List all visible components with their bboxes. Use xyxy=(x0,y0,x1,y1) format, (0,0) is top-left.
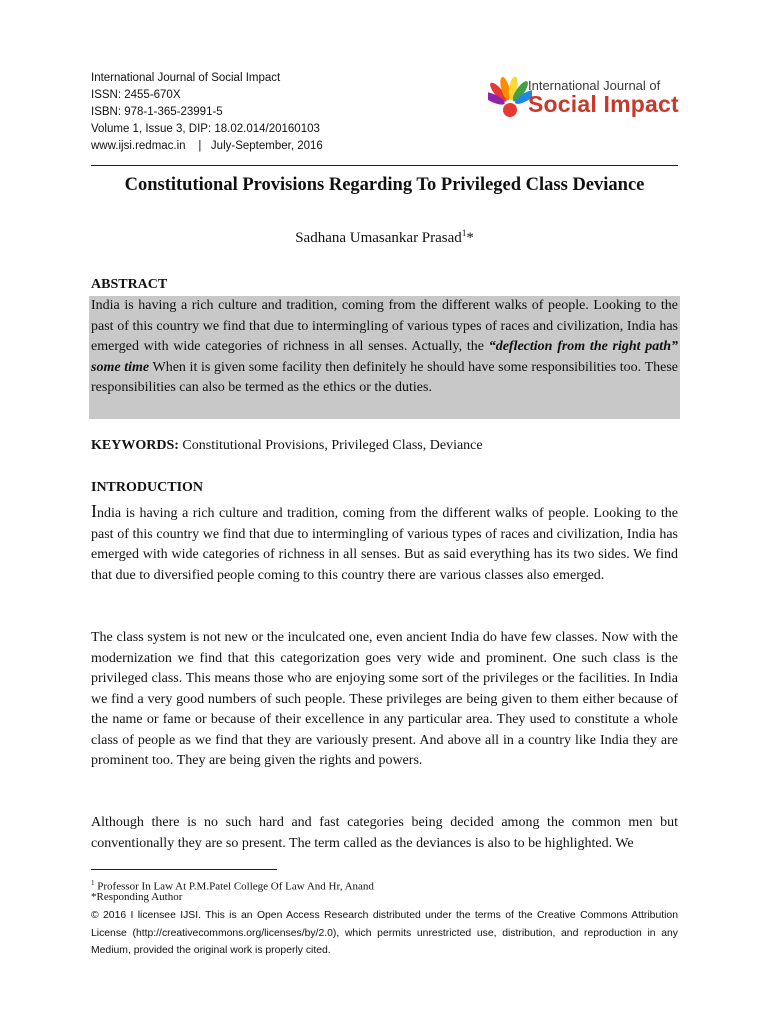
abstract-emphasis: “deflection from the right path” some time xyxy=(91,339,678,375)
intro-paragraph-2: The class system is not new or the inculcated one, even ancient India do have few classes. Now with the modernization we find that this categorization goes very wide and prominent. One such class is the privileged class. This means those who are enjoying some sort of the privileges or the facilities. In India we find a very good numbers of such people. These privileges are being given to them either because of the name or fame or because of their excellence in any particular area. They used to constitute a whole class of people as we find that they are variously present. And above all in a country like India they are prominent too. They are being given the rights and powers. xyxy=(91,630,678,768)
journal-name: International Journal of Social Impact xyxy=(91,72,281,84)
abstract-text xyxy=(91,296,678,399)
intro-paragraph-1 xyxy=(91,501,678,586)
isbn: ISBN: 978-1-365-23991-5 xyxy=(91,106,223,118)
license-text: © 2016 I licensee IJSI. This is an Open Access Research distributed under the terms of the Creative Commons Attribution License (http://creativecommons.org/licenses/by/2.0), which permits unrestricted use, distribution, and reproduction in any Medium, provided the original work is properly cited. xyxy=(91,910,678,956)
hand-palm xyxy=(503,103,517,117)
footnote-2: *Responding Author xyxy=(91,891,183,903)
abstract-text-part2: When it is given some facility then definitely he should have some responsibilities too. These responsibilities can also be termed as the ethics or the duties. xyxy=(91,359,679,395)
author-star: * xyxy=(466,230,474,246)
footnote-rule xyxy=(91,869,277,870)
footnote-1-text: Professor In Law At P.M.Patel College Of Law And Hr, Anand xyxy=(94,880,374,893)
intro-paragraph-3: Although there is no such hard and fast categories being decided among the common men but conventionally they are so present. The term called as the deviances is also to be highlighted. We xyxy=(91,815,678,851)
author-name: Sadhana Umasankar Prasad xyxy=(295,230,462,246)
intro-dropcap: I xyxy=(91,501,97,521)
logo-line1: International Journal of xyxy=(528,78,661,93)
author-line xyxy=(91,228,678,247)
website-date: www.ijsi.redmac.in | July-September, 2016 xyxy=(91,140,323,152)
logo-line2: Social Impact xyxy=(528,91,679,117)
volume-issue: Volume 1, Issue 3, DIP: 18.02.014/20160103 xyxy=(91,123,320,135)
paper-title: Constitutional Provisions Regarding To Privileged Class Deviance xyxy=(124,175,645,195)
keywords-text: Constitutional Provisions, Privileged Class, Deviance xyxy=(178,438,483,453)
abstract-heading: ABSTRACT xyxy=(91,277,168,292)
keywords-label: KEYWORDS: xyxy=(91,438,179,453)
author-footnote-mark: 1 xyxy=(461,228,467,238)
keywords-line xyxy=(91,438,483,454)
header-rule xyxy=(91,165,678,166)
journal-logo xyxy=(488,74,688,126)
journal-header xyxy=(91,70,451,155)
intro-paragraph-1-text: ndia is having a rich culture and tradition, coming from the different walks of people. Looking to the past of this country we find that due to intermingling of various types of races and civilization, India has emerged with wide categories of richness in all senses. But as said everything has its two sides. We find that due to diversified people coming to this country there are various classes also emerged. xyxy=(91,506,678,583)
hands-logo-icon xyxy=(488,74,532,124)
introduction-heading: INTRODUCTION xyxy=(91,480,204,495)
footnote-1-mark: 1 xyxy=(91,879,95,887)
issn: ISSN: 2455-670X xyxy=(91,89,181,101)
abstract-text-part1: India is having a rich culture and tradition, coming from the different walks of people. Looking to the past of this country we find that due to intermingling of various types of races and civilization, India has emerged with wide categories of richness in all senses. Actually, the xyxy=(91,298,678,354)
